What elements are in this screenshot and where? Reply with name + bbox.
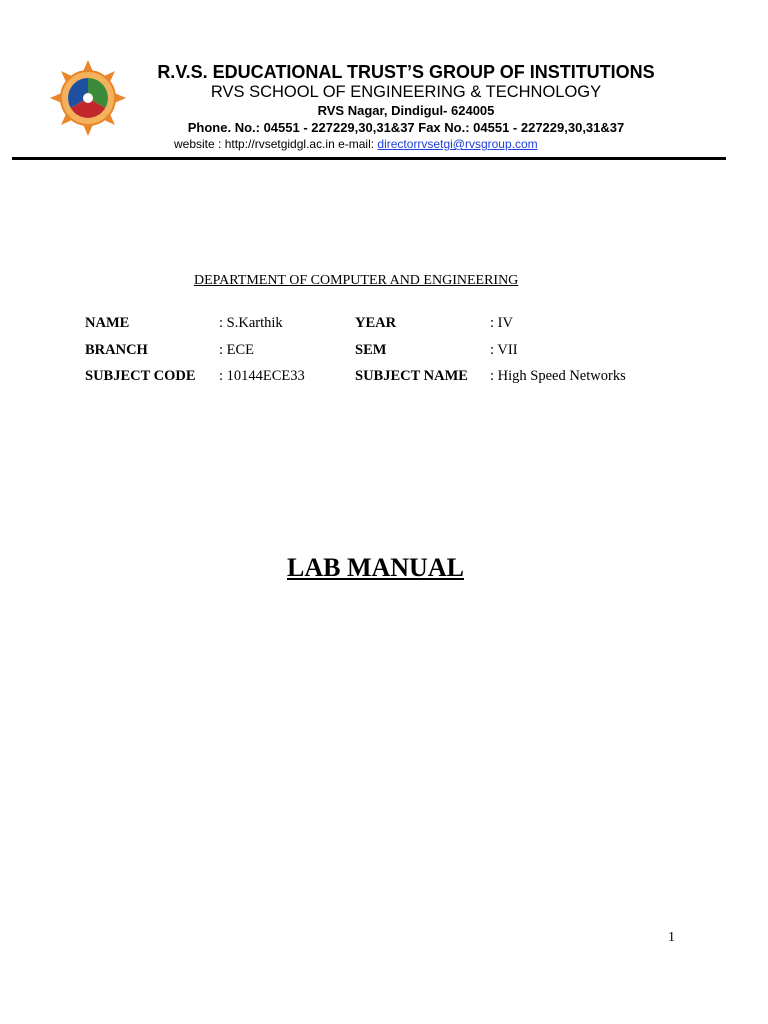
header-divider: [12, 157, 726, 160]
name-label: NAME: [85, 315, 130, 331]
address: RVS Nagar, Dindigul- 624005: [317, 103, 495, 118]
sem-label: SEM: [355, 342, 387, 358]
year-value: : IV: [490, 315, 513, 331]
subject-name-value: : High Speed Networks: [490, 368, 626, 384]
school-name: RVS SCHOOL OF ENGINEERING & TECHNOLOGY: [210, 83, 602, 101]
page-number: 1: [668, 930, 675, 945]
sem-value: : VII: [490, 342, 518, 358]
document-title: LAB MANUAL: [287, 553, 464, 582]
subject-code-value: : 10144ECE33: [219, 368, 305, 384]
branch-label: BRANCH: [85, 342, 148, 358]
year-label: YEAR: [355, 315, 397, 331]
name-value: : S.Karthik: [219, 315, 283, 331]
subject-code-label: SUBJECT CODE: [85, 368, 196, 384]
branch-value: : ECE: [219, 342, 255, 358]
email-link[interactable]: directorrvsetgi@rvsgroup.com: [377, 137, 538, 151]
org-name: R.V.S. EDUCATIONAL TRUST’S GROUP OF INSTITUTIONS: [157, 62, 655, 82]
website-text: website : http://rvsetgidgl.ac.in e-mail:: [174, 137, 378, 151]
website-email-line: [174, 137, 538, 151]
department-heading: DEPARTMENT OF COMPUTER AND ENGINEERING: [194, 273, 519, 288]
phone-fax-line: Phone. No.: 04551 - 227229,30,31&37 Fax No.: 04551 - 227229,30,31&37: [187, 120, 625, 135]
subject-name-label: SUBJECT NAME: [355, 368, 468, 384]
